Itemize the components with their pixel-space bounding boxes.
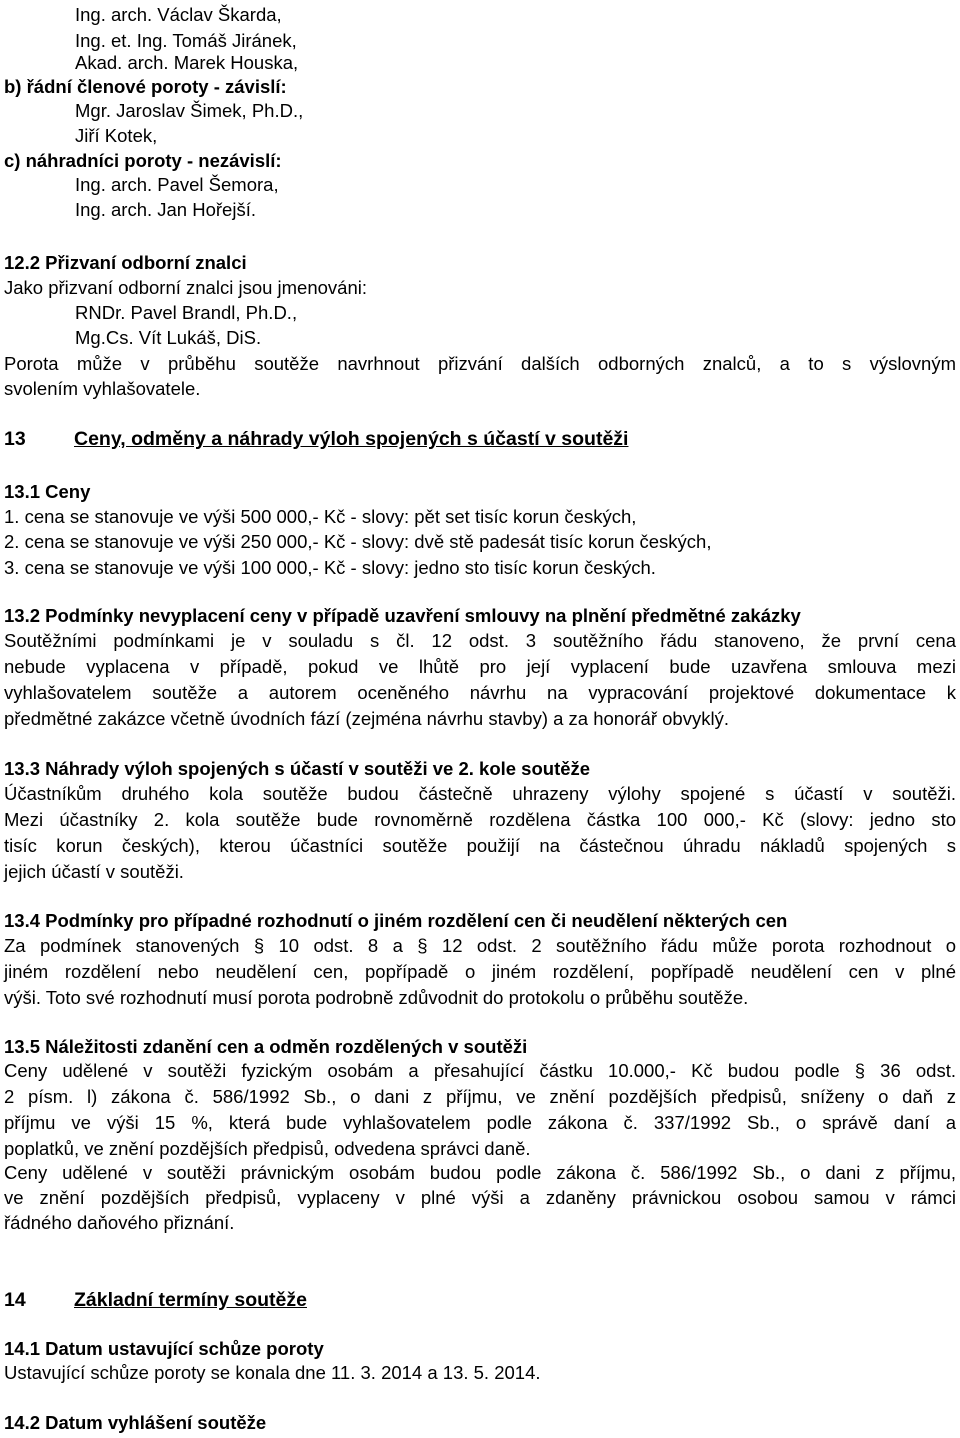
paragraph-line: předmětné zakázce včetně úvodních fází (zejména návrhu stavby) a za honorář obvyklý. <box>4 708 729 729</box>
section-title: Ceny, odměny a náhrady výloh spojených s účastí v soutěži <box>74 428 629 450</box>
section-13-3-heading: 13.3 Náhrady výloh spojených s účastí v soutěži ve 2. kole soutěže <box>4 758 591 779</box>
section-12-2-heading: 12.2 Přizvaní odborní znalci <box>4 252 247 273</box>
prize-item: 2. cena se stanovuje ve výši 250 000,- Kč - slovy: dvě stě padesát tisíc korun českých, <box>4 531 712 552</box>
paragraph-line: ve znění pozdějších předpisů, vyplaceny v plné výši a zdaněny právnickou osobou samou v rámci <box>4 1187 956 1208</box>
section-13-2-heading: 13.2 Podmínky nevyplacení ceny v případě uzavření smlouvy na plnění předmětné zakázky <box>4 605 801 626</box>
dependent-members-heading: b) řádní členové poroty - závislí: <box>4 76 287 97</box>
jury-member: Ing. et. Ing. Tomáš Jiránek, <box>75 30 297 51</box>
section-title: Základní termíny soutěže <box>74 1289 307 1311</box>
jury-member: Jiří Kotek, <box>75 125 158 146</box>
section-13-4-heading: 13.4 Podmínky pro případné rozhodnutí o jiném rozdělení cen či neudělení některých cen <box>4 910 788 931</box>
paragraph-line: tisíc korun českých), kterou účastníci soutěže použijí na částečnou úhradu nákladů spojených s <box>4 835 956 856</box>
paragraph-line: řádného daňového přiznání. <box>4 1212 235 1233</box>
jury-member: Mgr. Jaroslav Šimek, Ph.D., <box>75 100 304 121</box>
paragraph-line: Soutěžními podmínkami je v souladu s čl. 12 odst. 3 soutěžního řádu stanoveno, že první cena <box>4 630 956 651</box>
prize-item: 3. cena se stanovuje ve výši 100 000,- Kč - slovy: jedno sto tisíc korun českých. <box>4 557 656 578</box>
prize-item: 1. cena se stanovuje ve výši 500 000,- Kč - slovy: pět set tisíc korun českých, <box>4 506 637 527</box>
paragraph-line: nebude vyplacena v případě, pokud ve lhůtě pro její vyplacení bude uzavřena smlouva mezi <box>4 656 956 677</box>
paragraph-line: poplatků, ve znění pozdějších předpisů, odvedena správci daně. <box>4 1138 531 1159</box>
paragraph-line: jiném rozdělení nebo neudělení cen, popřípadě o jiném rozdělení, popřípadě neudělení cen v plné <box>4 961 956 982</box>
paragraph-line: 2 písm. l) zákona č. 586/1992 Sb., o dani z příjmu, ve znění pozdějších předpisů, sníženy o daň z <box>4 1086 956 1107</box>
paragraph-line: Účastníkům druhého kola soutěže budou částečně uhrazeny výlohy spojené s účastí v soutěži. <box>4 783 956 804</box>
paragraph-line: Mezi účastníky 2. kola soutěže bude rovnoměrně rozdělena částka 100 000,- Kč (slovy: jedno sto <box>4 809 956 830</box>
section-12-2-intro: Jako přizvaní odborní znalci jsou jmenováni: <box>4 277 367 298</box>
section-number: 14 <box>4 1289 26 1311</box>
expert-name: RNDr. Pavel Brandl, Ph.D., <box>75 302 298 323</box>
jury-member: Akad. arch. Marek Houska, <box>75 52 299 73</box>
paragraph-line: svolením vyhlašovatele. <box>4 378 201 399</box>
section-13-heading <box>4 426 628 452</box>
paragraph-line: výši. Toto své rozhodnutí musí porota podrobně zdůvodnit do protokolu o průběhu soutěže. <box>4 987 749 1008</box>
section-14-heading <box>4 1287 307 1313</box>
jury-member: Ing. arch. Pavel Šemora, <box>75 174 279 195</box>
section-14-2-heading: 14.2 Datum vyhlášení soutěže <box>4 1412 267 1433</box>
expert-name: Mg.Cs. Vít Lukáš, DiS. <box>75 327 262 348</box>
section-number: 13 <box>4 428 26 450</box>
section-13-1-heading: 13.1 Ceny <box>4 481 91 502</box>
section-14-1-heading: 14.1 Datum ustavující schůze poroty <box>4 1338 324 1359</box>
section-14-1-text: Ustavující schůze poroty se konala dne 11. 3. 2014 a 13. 5. 2014. <box>4 1362 541 1383</box>
jury-member: Ing. arch. Jan Hořejší. <box>75 199 256 220</box>
paragraph-line: Ceny udělené v soutěži právnickým osobám budou podle zákona č. 586/1992 Sb., o dani z příjmu, <box>4 1162 956 1183</box>
paragraph-line: jejich účastí v soutěži. <box>4 861 184 882</box>
paragraph-line: příjmu ve výši 15 %, která bude vyhlašovatelem podle zákona č. 337/1992 Sb., o správě daní a <box>4 1112 956 1133</box>
paragraph-line: Porota může v průběhu soutěže navrhnout přizvání dalších odborných znalců, a to s výslovným <box>4 353 956 374</box>
section-13-5-heading: 13.5 Náležitosti zdanění cen a odměn rozdělených v soutěži <box>4 1036 528 1057</box>
paragraph-line: Za podmínek stanovených § 10 odst. 8 a § 12 odst. 2 soutěžního řádu může porota rozhodnout o <box>4 935 956 956</box>
jury-member: Ing. arch. Václav Škarda, <box>75 4 282 25</box>
paragraph-line: vyhlašovatelem soutěže a autorem oceněného návrhu na vypracování projektové dokumentace k <box>4 682 956 703</box>
paragraph-line: Ceny udělené v soutěži fyzickým osobám a přesahující částku 10.000,- Kč budou podle § 36 odst. <box>4 1060 956 1081</box>
substitutes-heading: c) náhradníci poroty - nezávislí: <box>4 150 282 171</box>
